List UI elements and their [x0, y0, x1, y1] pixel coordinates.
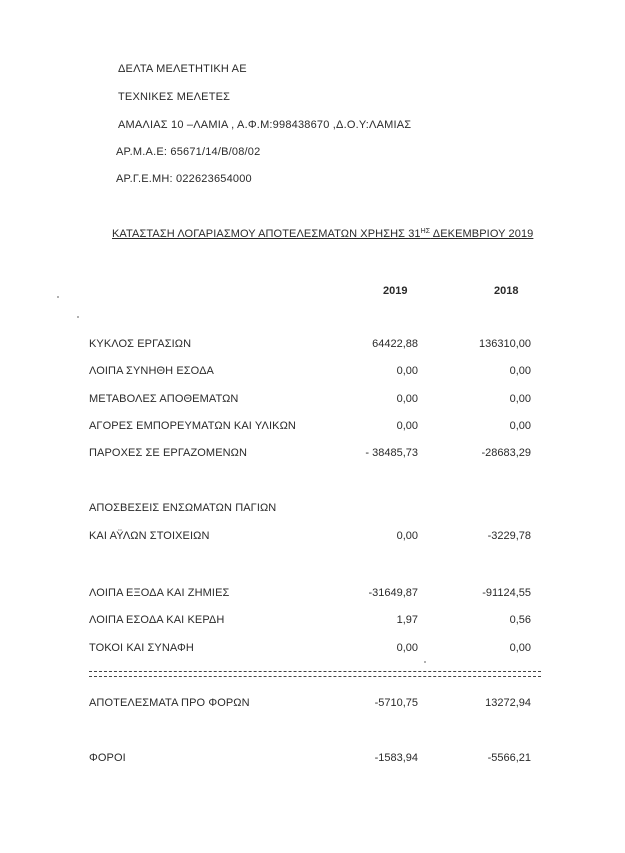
row-value-2019: 0,00 [396, 642, 418, 654]
table-row [0, 587, 625, 603]
table-row [0, 393, 625, 409]
row-label: ΠΑΡΟΧΕΣ ΣΕ ΕΡΓΑΖΟΜΕΝΩΝ [89, 447, 248, 459]
row-value-2018: -28683,29 [481, 447, 531, 459]
table-row [0, 338, 625, 354]
row-label: ΚΥΚΛΟΣ ΕΡΓΑΣΙΩΝ [89, 338, 192, 350]
column-header-2018: 2018 [494, 285, 519, 297]
row-value-2018: 136310,00 [479, 338, 531, 350]
scan-speck [424, 661, 426, 663]
company-address: ΑΜΑΛΙΑΣ 10 –ΛΑΜΙΑ , Α.Φ.Μ:998438670 ,Δ.Ο.Υ:ΛΑΜΙΑΣ [118, 119, 412, 131]
row-value-2018: 0,00 [509, 420, 531, 432]
row-value-2018: -5566,21 [487, 752, 531, 764]
row-value-2018: 0,00 [509, 365, 531, 377]
statement-title-end: ΔΕΚΕΜΒΡΙΟΥ 2019 [430, 228, 534, 240]
row-label: ΑΠΟΤΕΛΕΣΜΑΤΑ ΠΡΟ ΦΟΡΩΝ [89, 697, 250, 709]
table-row [0, 752, 625, 768]
row-value-2019: - 38485,73 [365, 447, 418, 459]
row-value-2019: 1,97 [396, 614, 418, 626]
row-value-2019: -5710,75 [374, 697, 418, 709]
row-value-2019: 0,00 [396, 530, 418, 542]
row-label: ΦΟΡΟΙ [89, 752, 126, 764]
table-row [0, 447, 625, 463]
table-row [0, 697, 625, 713]
row-label: ΛΟΙΠΑ ΕΞΟΔΑ ΚΑΙ ΖΗΜΙΕΣ [89, 587, 230, 599]
table-row [0, 420, 625, 436]
row-value-2019: 0,00 [396, 365, 418, 377]
table-row [0, 530, 625, 546]
row-value-2018: -3229,78 [487, 530, 531, 542]
column-header-2019: 2019 [383, 285, 408, 297]
statement-title-main: ΚΑΤΑΣΤΑΣΗ ΛΟΓΑΡΙΑΣΜΟΥ ΑΠΟΤΕΛΕΣΜΑΤΩΝ ΧΡΗΣΗΣ 31 [112, 228, 421, 240]
table-row [0, 614, 625, 630]
company-gemi: ΑΡ.Γ.Ε.ΜΗ: 022623654000 [116, 173, 252, 185]
row-label: ΚΑΙ ΑΫΛΩΝ ΣΤΟΙΧΕΙΩΝ [89, 530, 210, 542]
scan-speck [77, 316, 79, 318]
statement-title-sup: ΗΣ [420, 228, 431, 235]
row-value-2018: 0,56 [509, 614, 531, 626]
table-row [0, 502, 625, 518]
row-value-2019: 0,00 [396, 393, 418, 405]
row-value-2018: 13272,94 [485, 697, 531, 709]
row-value-2018: 0,00 [509, 393, 531, 405]
row-value-2019: 64422,88 [372, 338, 418, 350]
row-label: ΜΕΤΑΒΟΛΕΣ ΑΠΟΘΕΜΑΤΩΝ [89, 393, 239, 405]
statement-title [112, 228, 533, 240]
row-value-2018: -91124,55 [482, 587, 531, 599]
table-row [0, 365, 625, 381]
table-row [0, 642, 625, 658]
double-separator [89, 671, 541, 677]
company-activity: ΤΕΧΝΙΚΕΣ ΜΕΛΕΤΕΣ [118, 91, 231, 103]
row-label: ΤΟΚΟΙ ΚΑΙ ΣΥΝΑΦΗ [89, 642, 194, 654]
company-name: ΔΕΛΤΑ ΜΕΛΕΤΗΤΙΚΗ ΑΕ [118, 63, 247, 75]
row-label: ΛΟΙΠΑ ΕΣΟΔΑ ΚΑΙ ΚΕΡΔΗ [89, 614, 225, 626]
row-value-2019: 0,00 [396, 420, 418, 432]
row-label: ΑΓΟΡΕΣ ΕΜΠΟΡΕΥΜΑΤΩΝ ΚΑΙ ΥΛΙΚΩΝ [89, 420, 296, 432]
row-label: ΛΟΙΠΑ ΣΥΝΗΘΗ ΕΣΟΔΑ [89, 365, 214, 377]
row-value-2019: -1583,94 [374, 752, 418, 764]
row-value-2019: -31649,87 [368, 587, 418, 599]
row-value-2018: 0,00 [509, 642, 531, 654]
row-label: ΑΠΟΣΒΕΣΕΙΣ ΕΝΣΩΜΑΤΩΝ ΠΑΓΙΩΝ [89, 502, 277, 514]
company-mae: ΑΡ.Μ.Α.Ε: 65671/14/Β/08/02 [116, 146, 261, 158]
scan-speck [57, 296, 59, 298]
